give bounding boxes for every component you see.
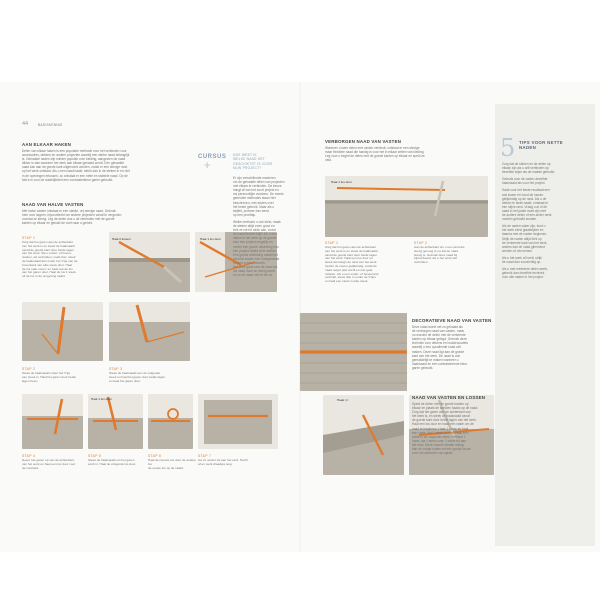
- cap-line: Haal de nieuwe lus door de andere lus: [148, 458, 196, 466]
- cap-line: Steek de haaknaald onder het V'tje: [22, 371, 71, 375]
- plus-icon: +: [204, 160, 211, 172]
- step-4-text: [22, 459, 84, 470]
- lossen-line: het eind. Deze naad is minder stevig: [412, 442, 464, 447]
- cursus-line: verder een goede afwerking van: [233, 244, 279, 249]
- lossen-line: losse, sla 1 steek over, 1 vaste tot aan: [412, 438, 467, 443]
- tip-line: Als u het werk af heeft, strijk: [502, 255, 542, 260]
- deco-line: garen gebruikt.: [412, 365, 434, 370]
- tip-line: de naad dan voorzichtig op.: [502, 259, 542, 264]
- cursus-line: uw naad mooi en stevig wordt: [233, 269, 276, 274]
- lossen-line: de goede kant door beide lagen van het werk.: [412, 418, 477, 423]
- cap-line: uit de lus in de omgeving naald.: [22, 274, 66, 279]
- crochet-photo-illustration: [109, 302, 190, 361]
- step-5-label: STAP 5: [88, 454, 102, 458]
- intro-line: dikker is dan wanneer het werk aan elkaar genaaid wordt. Een gehaakte: [22, 161, 125, 166]
- cursus-line: haken is het werk op de goede: [233, 236, 277, 241]
- tip-line: moeten gebruikt worden.: [502, 217, 538, 222]
- tip-line: het werk eerst gladstrijken en: [502, 228, 544, 233]
- cap-line: naad netjes plat wordt en niet gaat: [325, 267, 373, 272]
- cap-line: van het werk. Haal een lus door en: [325, 256, 373, 261]
- halve-intro-line: voordat ze stevig. Leg de delen dus u uit verbinden met de goede: [22, 217, 115, 222]
- cap-line: verbindt, steek dan in onder de V'tjes: [325, 275, 376, 280]
- cursus-line: Het werk gaat naar de naad als: [233, 264, 278, 269]
- heading-vasten-lossen: NAAD VAN VASTEN EN LOSSEN: [412, 395, 486, 400]
- verborgen-line: Leg voor u begint de delen met de goede kanten op elkaar en speld ze: [325, 154, 425, 159]
- photo-label-2: Haal 1 lus door: [200, 237, 221, 241]
- cap-line: stevig genoeg is en dat de naad: [414, 248, 458, 253]
- cap-line: verbinden.: [414, 260, 429, 265]
- halve-intro: [22, 209, 202, 225]
- tip-line: elkaar zijn als u wilt verbinden op: [502, 166, 549, 171]
- cap-line: de eerste lus op de naald.: [148, 465, 184, 470]
- deco-line: techniek voor dekens en huisdecoraties: [412, 341, 468, 346]
- deco-line: kant van het werk. De naad is ook: [412, 353, 461, 358]
- deco-line: nu worden de delen met de verkeerde: [412, 333, 466, 338]
- crochet-photo-illustration: [300, 313, 407, 391]
- tip-line: Strijk de naden altijd licht op: [502, 236, 542, 241]
- cursus-line: uw persoonlijke voorkeur. De meest: [233, 192, 284, 197]
- cap-line: steek en haal het garen door beide lagen: [109, 374, 166, 379]
- step-7-label: STAP 7: [198, 454, 212, 458]
- halve-intro-line: Met halve vasten ontstaat er een vlakke, vrij stevige naad. Gebruik: [22, 209, 116, 213]
- tips-heading-line: NADEN: [519, 145, 537, 151]
- verborgen-line: Wanneer u twee delen met vasten verbindt, ontstaat er een stevige: [325, 146, 420, 150]
- cursus-line: beschreven, met advies over: [233, 200, 274, 205]
- tip-line: dezelfde wijze als de naalde gebruikt.: [502, 170, 555, 175]
- verborgen-line: maar flexibele naad die handig is voor het in elkaar zetten van kleding.: [325, 150, 425, 155]
- cap-line: van steek in. Haal het garen door beide: [22, 374, 77, 379]
- crochet-photo-illustration: [22, 394, 83, 449]
- tip-line: haaknaald als voor het project.: [502, 181, 546, 186]
- decoratieve-photo: [300, 313, 407, 391]
- cap-line: trekken. Als u een onder- of bovenrand: [325, 271, 379, 276]
- lossen-line: Zorg dat het garen aan de achterkant van: [412, 410, 471, 415]
- cursus-body: [233, 176, 295, 277]
- cap-line: Verder de naven gelijkmatig, zodat de: [325, 263, 377, 268]
- heading-verborgen-naad: VERBORGEN NAAD VAN VASTEN: [325, 139, 402, 144]
- lossen-line: elkaar en plaats de spelden haaks op de naad.: [412, 406, 479, 411]
- tips-heading: [519, 140, 591, 151]
- cap-line: bovenkant van elke steek door. Haal: [22, 262, 72, 267]
- cursus-question-line: WELKE NAAD HET: [233, 157, 265, 162]
- halve-intro-line: hem voor lappen, bijvoorbeeld om andere projecten vanaf te vergroten: [22, 213, 122, 218]
- cursus-line: Er zijn verschillende manieren: [233, 176, 276, 180]
- cap-line: van het garen door. Haal de lus 1 steek: [22, 270, 76, 275]
- cursus-line: het beste gebruik. Maar als u: [233, 204, 275, 209]
- tip-line: de andere delen of een ander werk: [502, 213, 552, 218]
- cap-line: Aan de achterkant zie u een rand die: [414, 245, 465, 249]
- cursus-line: op een proeflap.: [233, 212, 257, 217]
- step-6-text: [148, 459, 196, 470]
- tip-line: Zorg dat de steken en de delen op: [502, 162, 551, 166]
- crochet-photo-illustration: [323, 395, 404, 475]
- lossen-line: vaste in de volgende steek. Herhaal 1: [412, 434, 466, 439]
- step-2-photo: [22, 302, 103, 361]
- tips-heading-line: TIPS VOOR NETTE: [519, 140, 564, 145]
- tips-list: [502, 162, 590, 279]
- cursus-question-line: GESCHIKTST IS VOOR: [233, 161, 273, 166]
- tip-line: daarna met de naden beginnen.: [502, 232, 548, 237]
- cap-line: vanaf de goede kant door beide lagen: [22, 247, 74, 252]
- deco-line: waarbij u een opvallende naad wilt: [412, 345, 461, 350]
- lossen-text: [412, 402, 494, 455]
- cursus-title: CURSUS: [198, 154, 227, 160]
- step-4-label: STAP 4: [22, 454, 36, 458]
- crochet-photo-illustration: [148, 394, 193, 449]
- cursus-line: een project netjes af te werken.: [233, 248, 278, 253]
- cap-line: van het werk is en steek de haaknaald: [325, 248, 378, 253]
- cap-line: en haal een vaste in elke steek.: [325, 279, 369, 284]
- tip-line: de verkeerde kant van het werk,: [502, 240, 548, 245]
- cap-line: steek dan langs de rand van het werk.: [325, 260, 378, 265]
- tip-line: Als de naden vaker zijn, kunt u: [502, 224, 546, 229]
- step-6-label: STAP 6: [148, 454, 162, 458]
- photo-label-vasten: Haal 1 lus door: [331, 180, 352, 184]
- tip-line: wat losser en houd de lussen: [502, 192, 544, 197]
- intro-line: naad kan aan de goede kant uitgevoerd worden, zodat er een stevige rand: [22, 165, 128, 170]
- vasten-step-1-text: [325, 246, 409, 284]
- lossen-line: een vaste, sla 1 steek over en haak een: [412, 430, 469, 435]
- cap-line: van het werk is en steek de haaknaald: [22, 243, 75, 248]
- intro-line: Delen van elkaar haken is een populaire methode voor het verbinden voor: [22, 149, 127, 153]
- cap-line: Neem het garen op van de achterkant: [22, 458, 74, 462]
- cursus-line: twijfelt, probeer dan eerst: [233, 208, 269, 213]
- deco-line: maken. Deze naad ligt aan de goede: [412, 349, 465, 354]
- tips-number: 5: [500, 134, 516, 162]
- cursus-question-line: MIJN PROJECT?: [233, 165, 262, 170]
- cursus-line: Welke methode u ook kiest, maak: [233, 219, 281, 224]
- lossen-line: Haal een lus door en haak een vaste om de: [412, 422, 474, 427]
- step-6-photo: [148, 394, 193, 449]
- cursus-line: verschil tussen een huisgemaakt: [233, 256, 280, 261]
- cursus-line: en een echt kunstwerk.: [233, 260, 266, 265]
- cursus-line: met elkaar te verbinden. De keuze: [233, 184, 282, 189]
- step-3-text: [109, 372, 193, 383]
- cap-line: Steek de haaknaald om het garen: [88, 458, 135, 462]
- tips-sidebar: [495, 104, 595, 546]
- lossen-line: dan de vorige naden en een goede keuze: [412, 447, 471, 452]
- photo-label-lossen: Haak 1 l: [337, 398, 349, 402]
- cap-line: van het werk en haal een lus door voor: [22, 461, 76, 466]
- lossen-line: naad te beginnen. Haak 1 losse en haal: [412, 426, 469, 431]
- cursus-line: de naad flexibel blijft. Als u een: [233, 232, 277, 237]
- page-number: 44: [22, 121, 29, 127]
- heading-decoratieve-naad: DECORATIEVE NAAD VAN VASTEN: [412, 318, 492, 323]
- cap-line: de haaknaald dan onder het V'tje van de: [22, 258, 78, 263]
- halve-intro-line: kanten op elkaar en genald de voet naar u gericht.: [22, 221, 94, 226]
- cap-line: randen, wit verbinden, zoals hier, steek: [22, 255, 76, 260]
- step-7-photo: [198, 394, 278, 449]
- cursus-line: kant een project mogelijk en: [233, 240, 273, 245]
- tip-line: steken te strak haakt, ontstaat er: [502, 200, 549, 205]
- photo-label-3: Haal 1 lus door: [91, 397, 112, 401]
- crochet-photo-illustration: [88, 394, 143, 449]
- cap-line: lagen heen.: [22, 378, 39, 383]
- cursus-question-line: HOE WEET IK: [233, 153, 257, 157]
- cap-line: Zorg dat het garen aan de achterkant: [325, 245, 377, 249]
- cap-line: af en werk draadjes weg.: [198, 461, 233, 466]
- cap-line: vanaf de goede kant door beide lagen: [325, 252, 377, 257]
- lossen-line: het werk is, en steek de haaknaald vanaf: [412, 414, 470, 419]
- step-5-photo: [88, 394, 143, 449]
- tip-line: worden of vervormen.: [502, 248, 533, 253]
- intro-line: foto's is voor de duidelijkheid een contrasterkleur garen gebruikt.: [22, 177, 113, 182]
- deco-line: haaknaald en een contrasterende kleur: [412, 361, 468, 366]
- tip-line: Als u met meerdere delen werkt,: [502, 267, 548, 272]
- cap-line: Steek de haaknaald een de volgende: [109, 371, 161, 375]
- cursus-line: gebruikte methodes staan hier: [233, 196, 276, 201]
- heading-naad-halve-vasten: NAAD VAN HALVE VASTEN: [22, 202, 84, 207]
- cap-line: werk in. Haal de volgende lus door.: [88, 461, 137, 466]
- cap-line: de lus naar voren; en haal ook de lus: [22, 266, 73, 271]
- cap-line: Ga zo verder tot aan het eind. Hecht: [198, 458, 248, 462]
- cap-line: de voorkant.: [22, 465, 40, 470]
- verborgen-intro: [325, 146, 485, 162]
- lossen-line: voor het afwerken van sjaals.: [412, 451, 454, 456]
- tip-line: een stijve rand. Vraag u af of de: [502, 204, 548, 209]
- vasten-step-2-text: [414, 246, 490, 265]
- step-2-label: STAP 2: [22, 367, 36, 371]
- tip-line: voor alle naden in het project.: [502, 275, 544, 280]
- cursus-question: [233, 153, 293, 170]
- cursus-line: trek ze niet te strak aan, zodat: [233, 228, 276, 233]
- deco-line: kanten op elkaar gelegd. Gebruik deze: [412, 337, 467, 342]
- intro-line: is. Gehaakte naden zijn minder populair voor kleding, aangezien de naad: [22, 157, 126, 162]
- step-3-photo: [109, 302, 190, 361]
- tip-line: anders kan de naad glimmend: [502, 244, 545, 249]
- tip-line: Haak voor het beste resultaat een: [502, 188, 550, 193]
- crochet-photo-illustration: [22, 302, 103, 361]
- deco-line: gemakkelijk te maken wanneer u: [412, 357, 459, 362]
- cap-line: Zorg dat het garen aan de achterkant: [22, 240, 74, 244]
- step-5-text: [88, 459, 144, 467]
- tip-line: Gebruik voor de naden dezelfde: [502, 177, 548, 182]
- cap-line: van het werk. Sla u onder- of boven-: [22, 251, 72, 256]
- verborgen-line: vast.: [325, 158, 332, 163]
- step-7-text: [198, 459, 280, 467]
- tip-line: gebruik dan dezelfde techniek: [502, 271, 545, 276]
- crochet-photo-illustration: [325, 176, 488, 237]
- tip-line: naad in het juiste moet zijn met: [502, 208, 546, 213]
- intro-line: accessoires, dekens en andere projecten waarbij een sterke naad belangrijk: [22, 153, 130, 158]
- lossen-photo: [323, 395, 404, 475]
- heading-aan-elkaar-haken: AAN ELKAAR HAKEN: [22, 142, 72, 147]
- step-1-text: [22, 241, 104, 279]
- cursus-line: de steken altijd even groot en: [233, 224, 275, 229]
- crochet-photo-illustration: [198, 394, 278, 449]
- deco-line: Deze naad wordt net zo gehaakt als: [412, 325, 463, 329]
- cursus-line: om de gehaakte delen van projecten: [233, 180, 285, 185]
- photo-label-1: Haal 2 lussen: [112, 237, 131, 241]
- cap-line: en haal het garen door.: [109, 378, 141, 383]
- step-3-label: STAP 3: [109, 367, 123, 371]
- deco-line: de verborgen naad van vasten, maar: [412, 329, 465, 334]
- step-4-photo: [22, 394, 83, 449]
- step-2-text: [22, 372, 104, 383]
- tip-line: gelijkmatig op de rand. Als u de: [502, 196, 547, 201]
- cursus-line: Een goede afwerking maakt het: [233, 252, 278, 257]
- decoratieve-text: [412, 325, 494, 370]
- cursus-line: en zo de naad niet te dik uit.: [233, 273, 273, 278]
- vasten-step-1-label: STAP 1: [325, 241, 339, 245]
- cursus-line: hangt af van het soort project en: [233, 188, 279, 193]
- intro-line: in de openingen ertussen, zo ontstaat er een nette en stabiele naad. Op de: [22, 173, 128, 178]
- lossen-line: Speld de delen met de goede kanten op: [412, 402, 469, 406]
- section-label: BASISKENNIS: [38, 123, 63, 127]
- verborgen-photo: [325, 176, 488, 237]
- step-1-label: STAP 1: [22, 236, 36, 240]
- intro-line: op het werk ontstaat. Als u een naad haakt, steek dan in de steken in en niet: [22, 169, 130, 174]
- cap-line: bijvoorbeeld, als u het werk wilt: [414, 256, 457, 261]
- cap-line: stevig is. Gebruik deze naad bij: [414, 252, 457, 257]
- vasten-step-2-label: STAP 2: [414, 241, 428, 245]
